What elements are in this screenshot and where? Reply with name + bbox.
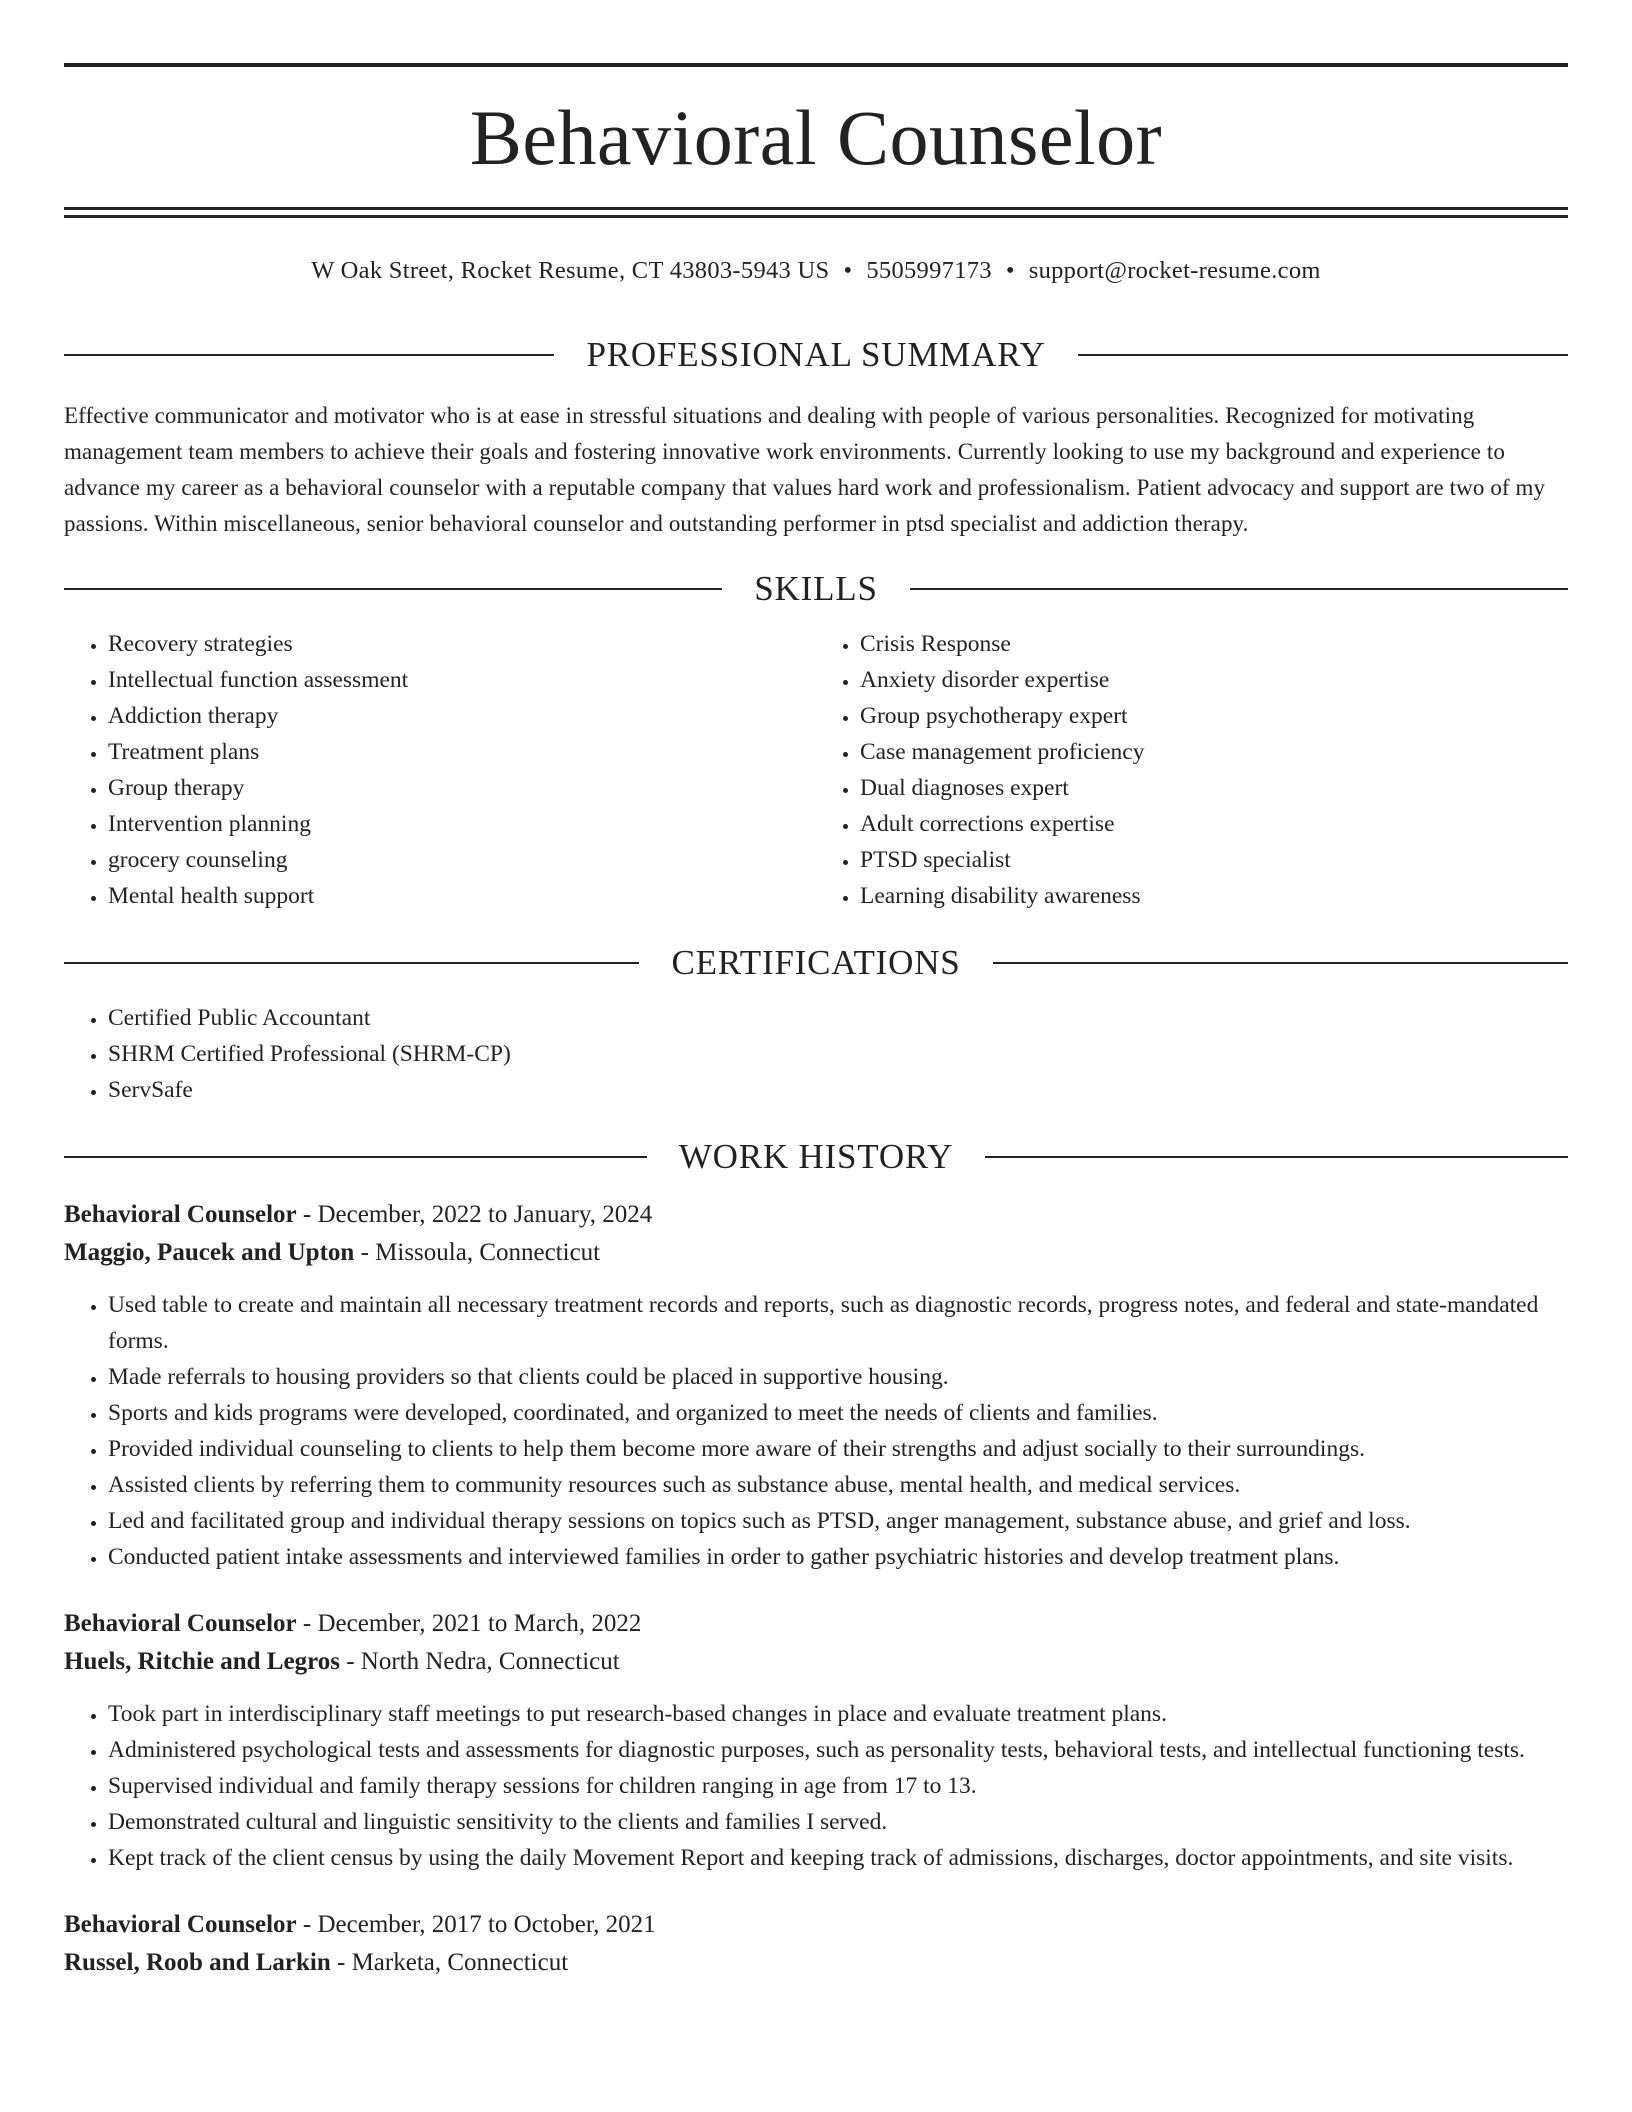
skills-column-left — [64, 626, 816, 914]
skill-item: • Treatment plans — [108, 734, 816, 770]
heading-rule-left — [64, 962, 639, 964]
job-duty-item: • Kept track of the client census by using the daily Movement Report and keeping track of admissions, discharges, doctor appointments, and site visits. — [108, 1840, 1568, 1876]
job-company: Maggio, Paucek and Upton — [64, 1239, 355, 1266]
job-location: - Missoula, Connecticut — [354, 1239, 601, 1266]
certifications-title: CERTIFICATIONS — [671, 943, 961, 982]
skill-item: • Recovery strategies — [108, 626, 816, 662]
phone: 5505997173 — [866, 257, 992, 284]
skill-item: • Adult corrections expertise — [860, 806, 1568, 842]
job-location: - Marketa, Connecticut — [330, 1949, 569, 1976]
job-title: Behavioral Counselor — [64, 1911, 297, 1938]
work-heading — [64, 1132, 1568, 1182]
summary-text: Effective communicator and motivator who is at ease in stressful situations and dealing with people of various personalities. Recognized for motivating management team members to achieve their goals and fostering innovative work environments. Currently looking to use my background and experience to advance my career as a behavioral counselor with a reputable company that values hard work and professionalism. Patient advocacy and support are two of my passions. Within miscellaneous, senior behavioral counselor and outstanding performer in ptsd specialist and addiction therapy. — [64, 403, 1546, 536]
job-company-line — [64, 1643, 1568, 1681]
job-duty-item: • Administered psychological tests and assessments for diagnostic purposes, such as personality tests, behavioral tests, and intellectual functioning tests. — [108, 1732, 1568, 1768]
job-company-line — [64, 1234, 1568, 1272]
heading-rule-left — [64, 354, 554, 356]
work-title: WORK HISTORY — [678, 1137, 954, 1176]
job-duty-item: • Used table to create and maintain all necessary treatment records and reports, such as diagnostic records, progress notes, and federal and state-mandated forms. — [108, 1287, 1568, 1359]
resume-body — [64, 330, 1568, 2012]
job-company: Russel, Roob and Larkin — [64, 1949, 331, 1976]
header-double-rule — [64, 207, 1568, 218]
skill-item: • Case management proficiency — [860, 734, 1568, 770]
header-top-rule — [64, 63, 1568, 67]
job-duty-item: • Supervised individual and family therapy sessions for children ranging in age from 17 to 13. — [108, 1768, 1568, 1804]
job-dates: - December, 2022 to January, 2024 — [296, 1201, 653, 1228]
job-duty-item: • Assisted clients by referring them to community resources such as substance abuse, mental health, and medical services. — [108, 1467, 1568, 1503]
address: W Oak Street, Rocket Resume, CT 43803-5943 US — [311, 257, 830, 284]
job-duty-item: • Demonstrated cultural and linguistic sensitivity to the clients and families I served. — [108, 1804, 1568, 1840]
job-duty-item: • Took part in interdisciplinary staff meetings to put research-based changes in place and evaluate treatment plans. — [108, 1696, 1568, 1732]
work-history — [64, 1196, 1568, 1982]
certifications-heading — [64, 938, 1568, 988]
skill-item: • Intervention planning — [108, 806, 816, 842]
heading-rule-left — [64, 1156, 647, 1158]
job-title-line — [64, 1196, 1568, 1234]
job-company: Huels, Ritchie and Legros — [64, 1648, 340, 1675]
certification-item: • ServSafe — [108, 1072, 1568, 1108]
job-dates: - December, 2017 to October, 2021 — [296, 1911, 656, 1938]
skill-item: • grocery counseling — [108, 842, 816, 878]
skill-item: • Addiction therapy — [108, 698, 816, 734]
heading-rule-right — [910, 588, 1568, 590]
contact-line — [64, 254, 1568, 288]
certifications-list — [64, 1000, 1568, 1108]
contact-separator: • — [843, 257, 853, 284]
job-location: - North Nedra, Connecticut — [339, 1648, 620, 1675]
job-duties-list — [64, 1287, 1568, 1575]
job-duty-item: • Made referrals to housing providers so that clients could be placed in supportive housing. — [108, 1359, 1568, 1395]
job-duty-item: • Provided individual counseling to clients to help them become more aware of their strengths and adjust socially to their surroundings. — [108, 1431, 1568, 1467]
summary-title: PROFESSIONAL SUMMARY — [586, 335, 1046, 374]
job-duties-list — [64, 1696, 1568, 1876]
contact-separator: • — [1005, 257, 1015, 284]
candidate-name: Behavioral Counselor — [469, 94, 1163, 181]
skill-item: • Learning disability awareness — [860, 878, 1568, 914]
skills-list — [64, 626, 1568, 914]
heading-rule-right — [985, 1156, 1568, 1158]
skill-item: • Anxiety disorder expertise — [860, 662, 1568, 698]
skill-item: • Crisis Response — [860, 626, 1568, 662]
skill-item: • Intellectual function assessment — [108, 662, 816, 698]
skill-item: • Dual diagnoses expert — [860, 770, 1568, 806]
email: support@rocket-resume.com — [1028, 257, 1321, 284]
summary-heading — [64, 330, 1568, 380]
skill-item: • Mental health support — [108, 878, 816, 914]
heading-rule-right — [993, 962, 1568, 964]
job-title: Behavioral Counselor — [64, 1610, 297, 1637]
job-entry — [64, 1906, 1568, 1982]
skill-item: • Group psychotherapy expert — [860, 698, 1568, 734]
job-duty-item: • Conducted patient intake assessments and interviewed families in order to gather psychiatric histories and develop treatment plans. — [108, 1539, 1568, 1575]
skill-item: • PTSD specialist — [860, 842, 1568, 878]
certification-item: • Certified Public Accountant — [108, 1000, 1568, 1036]
job-company-line — [64, 1944, 1568, 1982]
job-duty-item: • Sports and kids programs were developed, coordinated, and organized to meet the needs of clients and families. — [108, 1395, 1568, 1431]
job-title-line — [64, 1605, 1568, 1643]
certification-item: • SHRM Certified Professional (SHRM-CP) — [108, 1036, 1568, 1072]
skills-column-right — [816, 626, 1568, 914]
skills-title: SKILLS — [754, 569, 878, 608]
skill-item: • Group therapy — [108, 770, 816, 806]
job-entry — [64, 1605, 1568, 1876]
job-dates: - December, 2021 to March, 2022 — [296, 1610, 642, 1637]
job-duty-item: • Led and facilitated group and individual therapy sessions on topics such as PTSD, anger management, substance abuse, and grief and loss. — [108, 1503, 1568, 1539]
job-title: Behavioral Counselor — [64, 1201, 297, 1228]
heading-rule-left — [64, 588, 722, 590]
job-entry — [64, 1196, 1568, 1575]
job-title-line — [64, 1906, 1568, 1944]
skills-heading — [64, 564, 1568, 614]
heading-rule-right — [1078, 354, 1568, 356]
